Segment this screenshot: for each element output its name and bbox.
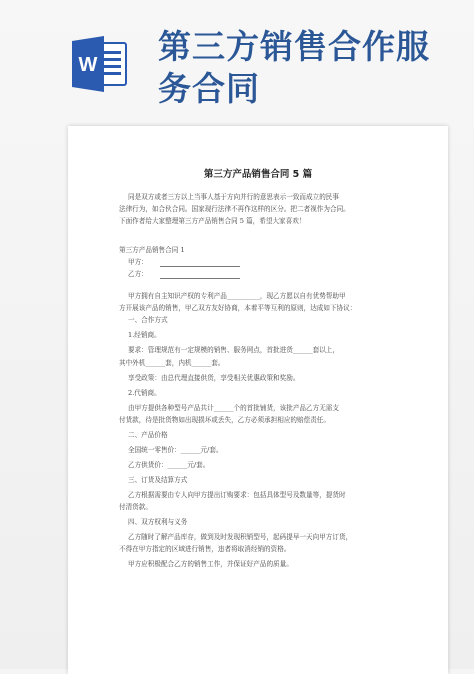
intro-line: 法律行为，如合伙合同。国家现行法律不再作这样的区分。把二者视作为合同。 [119, 205, 350, 213]
body-line: 乙方随时了解产品库存，做到及时发现积销型号，起码提早一天向甲方订货， [128, 533, 353, 541]
body-line: 由甲方提供各种型号产品共计______个的首批铺货，该批产品乙方无需支 [128, 404, 339, 412]
word-icon [70, 35, 128, 93]
document-title: 第三方产品销售合同 5 篇 [203, 169, 313, 180]
body-line: 付货款，待是批货物如出现损坏或丢失，乙方必须承担相应的赔偿责任。 [119, 416, 330, 424]
banner-title: 第三方销售合作服务合同 [158, 27, 430, 108]
body-line: 甲方应积极配合乙方的销售工作，并保证好产品的质量。 [128, 560, 293, 568]
party-a-field [160, 266, 240, 267]
body-line: 乙方： [128, 270, 148, 278]
document-page [68, 126, 448, 674]
section-heading: 二、产品价格 [128, 431, 168, 439]
svg-text:W: W [78, 54, 98, 76]
party-b-field [160, 278, 240, 279]
body-line: 要求：管理规范有一定规模的销售、服务网点，首批进货______套以上， [128, 346, 339, 354]
intro-line: 同是双方或者三方以上当事人基于方向并行的意思表示一致而成立的民事 [128, 193, 339, 201]
body-line: 全国统一零售价：______元/套。 [128, 446, 223, 454]
body-line: 甲方： [128, 258, 148, 266]
body-line: 2.代销商。 [128, 389, 161, 397]
body-line: 第三方产品销售合同 1 [119, 246, 185, 254]
body-line: 1.经销商。 [128, 331, 161, 339]
body-line: 方开展该产品的销售，甲乙双方友好协商，本着平等互利的原则，达成如下协议： [119, 304, 357, 312]
body-line: 乙方供货价：______元/套。 [128, 461, 210, 469]
intro-line: 下面作者给大家整理第三方产品销售合同 5 篇，希望大家喜欢！ [119, 217, 306, 225]
body-line: 享受政策：由总代理直接供货，享受相关优惠政策和奖励。 [128, 374, 300, 382]
section-heading: 三、订货及结算方式 [128, 476, 188, 484]
section-heading: 一、合作方式 [128, 316, 168, 324]
body-line: 不得在甲方指定的区域进行销售，违者将取消经销的资格。 [119, 545, 291, 553]
section-heading: 四、双方权利与义务 [128, 518, 188, 526]
body-line: 其中外机______套，内机______套。 [119, 359, 225, 367]
body-line: 付清货款。 [119, 503, 152, 511]
body-line: 乙方根据需要由专人向甲方提出订购要求：包括具体型号及数量等，提货时 [128, 491, 346, 499]
body-line: 甲方拥有自主知识产权的专利产品__________，现乙方愿以自有优势帮助甲 [128, 292, 346, 300]
